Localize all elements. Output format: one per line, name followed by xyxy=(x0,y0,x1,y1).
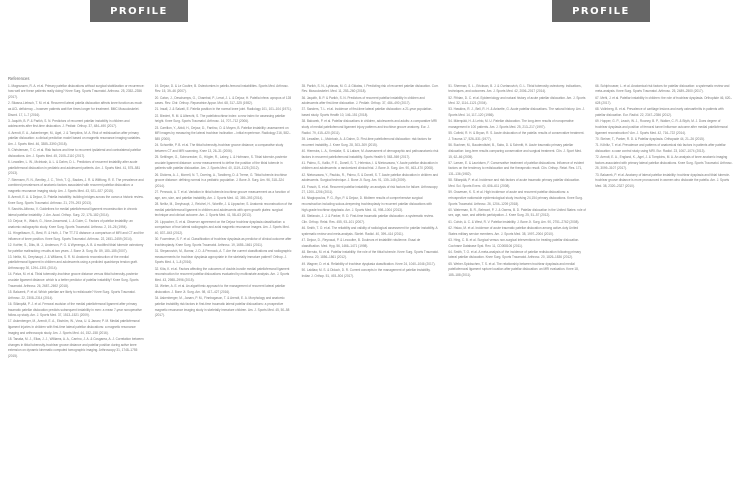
reference-entry: 61. Colvin, A. C. & West, R. V. Patellar instability. J. Bone Jt. Surg. Am. 90, 2751–2762 (2008). xyxy=(448,219,580,224)
profile-tab-left: PROFILE xyxy=(90,0,188,22)
reference-entry: 9. Sanchis-Alfonso, V. Guidelines for medial patellofemoral ligament reconstruction in chronic lateral patellar instability. J. Am. Acad. Orthop. Surg. 22, 175–182 (2014). xyxy=(8,207,138,217)
reference-entry: 53. Hawkins, R. J., Bell, R. H. & Anisette, G. Acute patellar dislocations. The natural history. Am. J. Sports Med. 14, 117–120 (1986). xyxy=(448,107,585,118)
reference-entry: 38. Balcarek, P. et al. Patellar dislocations in children, adolescents and adults: a comparative MRI study of medial patellofemoral ligament injury patterns and trochlear groove anatomy. Eur. J. Radiol. 79, 415–420 (2011). xyxy=(301,119,438,135)
reference-entry: 15. Balcarek, P. et al. Which patellae are likely to redislocate? Knee Surg. Sports Traumatol. Arthrosc. 22, 2308–2314 (2014). xyxy=(8,289,136,300)
reference-entry: 49. Wagner, D. et al. Reliability of trochlear dysplasia classification. Knee 24, 1040–1046 (2017). xyxy=(301,261,436,266)
reference-entry: 47. Dejour, D., Reynaud, P. & Lecoultre, B. Douleurs et instabilité rotulienne. Essai de classification. Med. Hyg. 56, 1466–1471 (1998). xyxy=(301,237,421,248)
reference-entry: 44. Ntagiopoulos, P. G., Byn, P. & Dejour, D. Midterm results of comprehensive surgical reconstruction including sulcus-deepening trochleoplasty in recurrent patellar dislocations with high-grade trochlear dysplasia. Am. J. Sports Med. 41, 998–1004 (2013). xyxy=(301,196,433,212)
reference-column xyxy=(155,84,293,361)
reference-entry: 59. Gravesen, K. S. et al. High incidence of acute and recurrent patellar dislocations: a retrospective nationwide epidemiological study involving 24,154 primary dislocations. Knee Surg. Sports Traumatol. Arthrosc. 26, 1204–1209 (2018). xyxy=(448,190,583,206)
references-heading: References xyxy=(8,76,30,81)
reference-entry: 56. Buchner, M., Baudendistel, B., Sabo, D. & Schmitt, H. Acute traumatic primary patellar dislocation: long-term results comparing conservative and surgical treatment. Clin. J. Sport Med. 15, 62–66 (2005). xyxy=(448,143,582,159)
reference-entry: 23. Carrillon, Y., Abidi, H., Dejour, D., Fantino, O. & Moyen, B. Patellar instability: assessment on MR images by measuring the lateral trochlear inclination – initial experience. Radiology 216, 582–585 (2000). xyxy=(154,125,291,141)
references-section xyxy=(8,76,733,360)
reference-entry: 39. Lewallen, L., McIntosh, A. & Dahm, D. First-time patellofemoral dislocation: risk factors for recurrent instability. J. Knee Surg. 28, 303–309 (2015). xyxy=(301,136,432,147)
reference-entry: 20. Caton, J., Deschamps, G., Chambat, P., Lerat, J. L. & Dejour, H. Patella infera: apropos of 128 cases. Rev. Chir. Orthop. Reparatrice Appar. Mot. 68, 317–325 (1982). xyxy=(154,95,292,106)
reference-entry: 2. Stiasna-Liebsch, T. M. et al. Recurrent lateral patella dislocation affects knee function as much as ACL deficiency – however patients wait five times longer for treatment. BMC Musculoskelet. Disord. 17, 1–7 (2016). xyxy=(8,101,143,117)
reference-entry: 5. Christensen, T. C. et al. Risk factors and time to recurrent ipsilateral and contralateral patellar dislocations. Am. J. Sports Med. 45, 2105–2110 (2017). xyxy=(8,148,141,158)
profile-tab-right: PROFILE xyxy=(552,0,650,22)
reference-entry: 58. Sillanpää, P. et al. Incidence and risk factors of acute traumatic primary patellar dislocation. Med. Sci. Sports Exerc. 40, 606–611 (2008). xyxy=(448,178,580,188)
reference-entry: 34. Askenberger, M., Janarv, P. M., Finnbogason, T. & Arendt, E. A. Morphology and anatomic patellar instability risk factors in first-time traumatic lateral patellar dislocations: a prospective magnetic resonance imaging study in skeletally immature children. Am. J. Sports Med. 45, 50–58 (2017). xyxy=(154,296,290,318)
reference-entry: 40. Hiemstra, L. A., Kerslake, S. & Lafave, M. Assessment of demographic and pathoanatomic risk factors in recurrent patellofemoral instability. Sports Health 9, 563–569 (2017). xyxy=(301,148,439,159)
reference-entry: 66. Schiphouwer, L. et al. Anatomical risk factors for patellar dislocation: a systematic review and meta-analysis. Knee Surg. Sports Traumatol. Arthrosc. 25, 2489–2500 (2017). xyxy=(595,83,730,94)
reference-entry: 26. Dickens, A. J., Morrell, N. T., Doering, A., Tandberg, D. & Treme, G. Tibial tubercle-trochlear groove distance: defining normal in a pediatric population. J. Bone Jt. Surg. Am. 96, 318–324 (2014). xyxy=(154,172,287,188)
reference-entry: 4. Arendt, E. A., Askenberger, M., Agel, J. & Tompkins, M. A. Risk of redislocation after primary patellar dislocation: a clinical prediction model based on magnetic resonance imaging variables. Am. J. Sports Med. 46, 3385–3390 (2018). xyxy=(8,130,141,146)
reference-entry: 27. Pennock, A. T. et al. Variation in tibial tubercle-trochlear groove measurement as a function of age, sex, size, and patellar instability. Am. J. Sports Med. 42, 389–393 (2014). xyxy=(154,190,290,200)
reference-entry: 18. Tanaka, M. J., Elias, J. J., Williams, A. A., Carrino, J. A. & Cosgarea, A. J. Correlation between changes in tibial tuberosity-trochlear groove distance and patellar position during active knee extension on dynamic kinematic computed tomographic imaging. Arthroscopy 31, 1748–1755 (2015). xyxy=(8,336,144,358)
reference-entry: 19. Dejour, D. & Le Coultre, B. Osteotomies in patello-femoral instabilities. Sports Med. Arthrosc. Rev. 15, 39–46 (2007). xyxy=(154,83,289,94)
references-columns xyxy=(8,84,733,361)
reference-entry: 69. Hopper, G. P., Leach, W. J., Rooney, B. P., Walker, C. R. & Blyth, M. J. Does degree of trochlear dysplasia and position of femoral tunnel influence outcome after medial patellofemoral ligament reconstruction? Am. J. Sports Med. 42, 716–722 (2014). xyxy=(595,119,728,135)
reference-entry: 65. Weber-Spickschen, T. S. et al. The relationship between trochlear dysplasia and medial patellofemoral ligament rupture location after patellar dislocation: an MRI evaluation. Knee 18, 185–188 (2011). xyxy=(448,261,579,277)
reference-entry: 13. Nelitz, M., Dreyhaupt, J. & Williams, S. R. M. Anatomic reconstruction of the medial patellofemoral ligament in children and adolescents using a pedicled quadriceps tendon graft. Arthroscopy 30, 1294–1301 (2014). xyxy=(8,254,138,271)
reference-entry: 31. Stepanovich, M., Bomar, J. D. & Pennock, A. T. Are the current classifications and radiographic measurements for trochlear dysplasia appropriate in the skeletally immature patient? Orthop. J. Sports Med. 4, 1–8 (2016). xyxy=(154,249,292,265)
reference-entry: 24. Schoettle, P. B. et al. The tibial tuberosity-trochlear groove distance; a comparative study between CT and MRI scanning. Knee 13, 26–31 (2006). xyxy=(154,143,284,153)
reference-entry: 63. Hing, C. B. et al. Surgical versus non-surgical interventions for treating patellar dislocation. Cochrane Database Syst. Rev. 11, CD008106 (2011). xyxy=(448,237,580,248)
reference-entry: 7. Steensen, R. N., Bentley, J. C., Trinh, T. Q., Backes, J. R. & Wiltfong, R. E. The prevalence and combined prevalences of anatomic factors associated with recurrent patellar dislocation: a magnetic resonance imaging study. Am. J. Sports Med. 43, 921–927 (2015). xyxy=(8,177,144,194)
reference-entry: 52. Fithian, D. C. et al. Epidemiology and natural history of acute patellar dislocation. Am. J. Sports Med. 32, 1114–1121 (2004). xyxy=(448,95,586,106)
reference-entry: 68. Vollnberg, B. et al. Prevalence of cartilage lesions and early osteoarthritis in patients with patellar dislocation. Eur. Radiol. 22, 2347–2356 (2012). xyxy=(595,107,724,118)
reference-entry: 50. Laidlaw, M. S. & Diduch, D. R. Current concepts in the management of patellar instability. Indian J. Orthop. 51, 493–504 (2017). xyxy=(301,267,431,278)
reference-entry: 57. Larsen, E. & Lauridsen, F. Conservative treatment of patellar dislocations. Influence of evident factors on the tendency to redislocation and the therapeutic result. Clin. Orthop. Relat. Res. 171, 131–136 (1982). xyxy=(448,160,585,177)
reference-entry: 35. Parikh, S. N., Lykissas, M. G. & Gkiatas, I. Predicting risk of recurrent patellar dislocation. Curr. Rev. Musculoskelet. Med. 11, 253–260 (2018). xyxy=(301,83,439,94)
reference-entry: 29. Lippacher, S. et al. Observer agreement on the Dejour trochlear dysplasia classification: a comparison of true lateral radiographs and axial magnetic resonance images. Am. J. Sports Med. 40, 837–843 (2012). xyxy=(154,219,290,235)
reference-entry: 16. Sillanpää, P. J. et al. Femoral avulsion of the medial patellofemoral ligament after primary traumatic patellar dislocation predicts subsequent instability in men: a mean 7-year nonoperative follow-up study. Am. J. Sports Med. 37, 1513–1521 (2009). xyxy=(8,301,142,318)
reference-entry: 30. Fucentese, S. F. et al. Classification of trochlear dysplasia as predictor of clinical outcome after trochleoplasty. Knee Surg. Sports Traumatol. Arthrosc. 19, 1655–1661 (2011). xyxy=(154,237,292,247)
reference-entry: 25. Seitlinger, G., Scheurecker, G., Högler, R., Labey, L. & Hofmann, S. Tibial tubercle-posterior cruciate ligament distance: a new measurement to define the position of the tibial tubercle in patients with patellar dislocation. Am. J. Sports Med. 40, 1119–1125 (2012). xyxy=(154,155,288,171)
reference-entry: 71. Köhlitz, T. et al. Prevalence and patterns of anatomical risk factors in patients after patellar dislocation: a case control study using MRI. Eur. Radiol. 23, 1067–1074 (2013). xyxy=(595,143,726,153)
reference-entry: 64. Smith, T. O. et al. A meta-analysis of the incidence of patellar redislocation following primary lateral patellar dislocation. Knee Surg. Sports Traumatol. Arthrosc. 20, 1826–1836 (2012). xyxy=(448,249,582,260)
reference-column xyxy=(448,84,586,361)
reference-entry: 33. Weber, A. E. et al. An algorithmic approach to the management of recurrent lateral patellar dislocation. J. Bone Jt. Surg. Am. 98, 417–427 (2016). xyxy=(154,284,286,294)
reference-entry: 21. Insall, J. & Salvati, E. Patella position in the normal knee joint. Radiology 101, 101–104 (1971). xyxy=(154,107,292,112)
reference-entry: 72. Arendt, E. A., England, K., Agel, J. & Tompkins, M. A. An analysis of knee anatomic imaging factors associated with primary lateral patellar dislocations. Knee Surg. Sports Traumatol. Arthrosc. 25, 3099–3107 (2017). xyxy=(595,155,733,171)
reference-entry: 22. Biedert, R. M. & Albrecht, S. The patellotrochlear index: a new index for assessing patellar height. Knee Surg. Sports Traumatol. Arthrosc. 14, 707–712 (2006). xyxy=(154,113,286,124)
reference-entry: 46. Smith, T. O. et al. The reliability and validity of radiological assessment for patellar instability. A systematic review and meta-analysis. Skelet. Radiol. 40, 399–414 (2011). xyxy=(301,225,438,236)
reference-entry: 42. Nietosvaara, Y., Paukku, R., Palmu, S. & Donell, S. T. Acute patellar dislocation in children and adolescents. Surgical technique. J. Bone Jt. Surg. Am. 91, 139–145 (2009). xyxy=(301,172,438,183)
reference-entry: 54. Mäenpää, H. & Lehto, M. U. Patellar dislocation. The long-term results of nonoperative management in 100 patients. Am. J. Sports Med. 25, 213–217 (1997). xyxy=(448,119,574,130)
reference-entry: 28. Nelitz, M., Dreyhaupt, J., Reichel, H., Woelfle, J. & Lippacher, S. Anatomic reconstruction of the medial patellofemoral ligament in children and adolescents with open growth plates: surgical technique and clinical outcome. Am. J. Sports Med. 41, 58–63 (2013). xyxy=(154,202,293,218)
reference-entry: 17. Askenberger, M., Arendt, E. A., Ekström, W., Voss, U. & Janarv, P. M. Medial patellofemoral ligament injuries in children with first-time lateral patellar dislocations: a magnetic resonance imaging and arthroscopic study. Am. J. Sports Med. 44, 152–158 (2016). xyxy=(8,319,140,335)
reference-entry: 14. Paiva, M. et al. Tibial tuberosity-trochlear groove distance versus tibial tuberosity-posterior cruciate ligament distance: which is a better predictor of patellar instability? Knee Surg. Sports Traumatol. Arthrosc. 26, 2687–2692 (2018). xyxy=(8,272,139,288)
reference-entry: 8. Arendt, E. A. & Dejour, D. Patella instability: building bridges across the ocean a historic review. Knee Surg. Sports Traumatol. Arthrosc. 21, 279–293 (2013). xyxy=(8,195,144,205)
reference-entry: 62. Hsiao, M. et al. Incidence of acute traumatic patellar dislocation among active-duty United States military service members. Am. J. Sports Med. 38, 1997–2004 (2010). xyxy=(448,225,579,236)
reference-entry: 10. Dejour, H., Walch, G., Nove-Josserand, L. & Guier, C. Factors of patellar instability: an anatomic radiographic study. Knee Surg. Sports Traumatol. Arthrosc. 2, 19–26 (1994). xyxy=(8,219,133,229)
reference-entry: 32. Kita, K. et al. Factors affecting the outcomes of double-bundle medial patellofemoral ligament reconstruction for recurrent patellar dislocations evaluated by multivariate analysis. Am. J. Sports Med. 43, 2988–2996 (2015). xyxy=(154,266,290,283)
reference-entry: 73. Balcarek, P. et al. Anatomy of lateral patellar instability: trochlear dysplasia and tibial tubercle-trochlear groove distance is more pronounced in women who dislocate the patella. Am. J. Sports Med. 38, 2320–2327 (2010). xyxy=(595,172,731,188)
reference-column xyxy=(595,84,733,361)
reference-entry: 36. Jaquith, B. P. & Parikh, S. N. Predictors of recurrent patellar instability in children and adolescents after first-time dislocation. J. Pediatr. Orthop. 37, 484–490 (2017). xyxy=(301,95,425,106)
reference-entry: 60. Waterman, B. R., Belmont, P. J. & Owens, B. D. Patellar dislocation in the United States: role of sex, age, race, and athletic participation. J. Knee Surg. 25, 51–57 (2012). xyxy=(448,207,586,218)
reference-entry: 51. Sherman, S. L., Erickson, B. J. & Cvetanovich, G. L. Tibial tuberosity osteotomy: indications, techniques, and outcomes. Am. J. Sports Med. 42, 2006–2017 (2014). xyxy=(448,83,582,94)
reference-column xyxy=(8,84,146,361)
reference-entry: 70. Steiner, T., Parker, R. D. & Patellar dysplasia. Orthopade 44, 21–26 (2015). xyxy=(595,136,705,141)
reference-entry: 43. Frosch, S. et al. Recurrent patellar instability: an analysis of risk factors for failure. Arthroscopy 27, 1200–1206 (2011). xyxy=(301,184,438,195)
reference-entry: 1. Magnussen, R. A. et al. Primary patellar dislocations without surgical stabilization or recurrence: how well are these patients really doing? Knee Surg. Sports Traumatol. Arthrosc. 25, 2352–2356 (2017). xyxy=(8,83,145,99)
reference-entry: 6. Lewallen, L. W., McIntosh, A. L. & Dahm, D. L. Predictors of recurrent instability after acute patellofemoral dislocation in pediatric and adolescent patients. Am. J. Sports Med. 41, 575–581 (2013). xyxy=(8,160,141,176)
reference-entry: 45. Stefancin, J. J. & Parker, R. D. First-time traumatic patellar dislocation: a systematic review. Clin. Orthop. Relat. Res. 455, 93–101 (2007). xyxy=(301,214,434,224)
reference-entry: 48. Berruto, M. et al. Patellar instability: the role of the tibial tubercle. Knee Surg. Sports Traumatol. Arthrosc. 20, 1856–1861 (2012). xyxy=(301,249,439,260)
reference-column xyxy=(302,84,440,361)
reference-entry: 3. Jaquith, B. P. & Parikh, S. N. Predictors of recurrent patellar instability in children and adolescents after first-time dislocation. J. Pediatr. Orthop. 37, 484–490 (2017). xyxy=(8,118,130,129)
reference-entry: 12. Koëter, S., Diks, M. J., Anderson, P. G. & Wymenga, A. B. A modified tibial tubercle osteotomy for patellar maltracking: results at two years. J. Bone Jt. Surg. Br. 89, 180–185 (2007). xyxy=(8,242,144,253)
reference-entry: 55. Cofield, R. H. & Bryan, R. S. Acute dislocation of the patella: results of conservative treatment. J. Trauma 17, 526–531 (1977). xyxy=(448,131,585,141)
reference-entry: 11. Hingelbaum, S., Best, R. & Huth, J. The TT-TG distance: a comparison of MRI and CT and the influence of knee position. Knee Surg. Sports Traumatol. Arthrosc. 22, 2451–2459 (2014). xyxy=(8,231,144,241)
reference-entry: 67. Mehl, J. et al. Patellar instability in children: the role of trochlear dysplasia. Orthopäde 46, 620–628 (2017). xyxy=(595,95,733,106)
reference-entry: 37. Sanders, T. L. et al. Incidence of first-time lateral patellar dislocation: a 21-year population-based study. Sports Health 10, 146–151 (2018). xyxy=(301,107,433,118)
reference-entry: 41. Palmu, S., Kallio, P. E., Donell, S. T., Helenius, I. & Nietosvaara, Y. Acute patellar dislocation in children and adolescents: a randomized clinical trial. J. Bone Jt. Surg. Am. 90, 463–470 (2008). xyxy=(301,160,438,171)
